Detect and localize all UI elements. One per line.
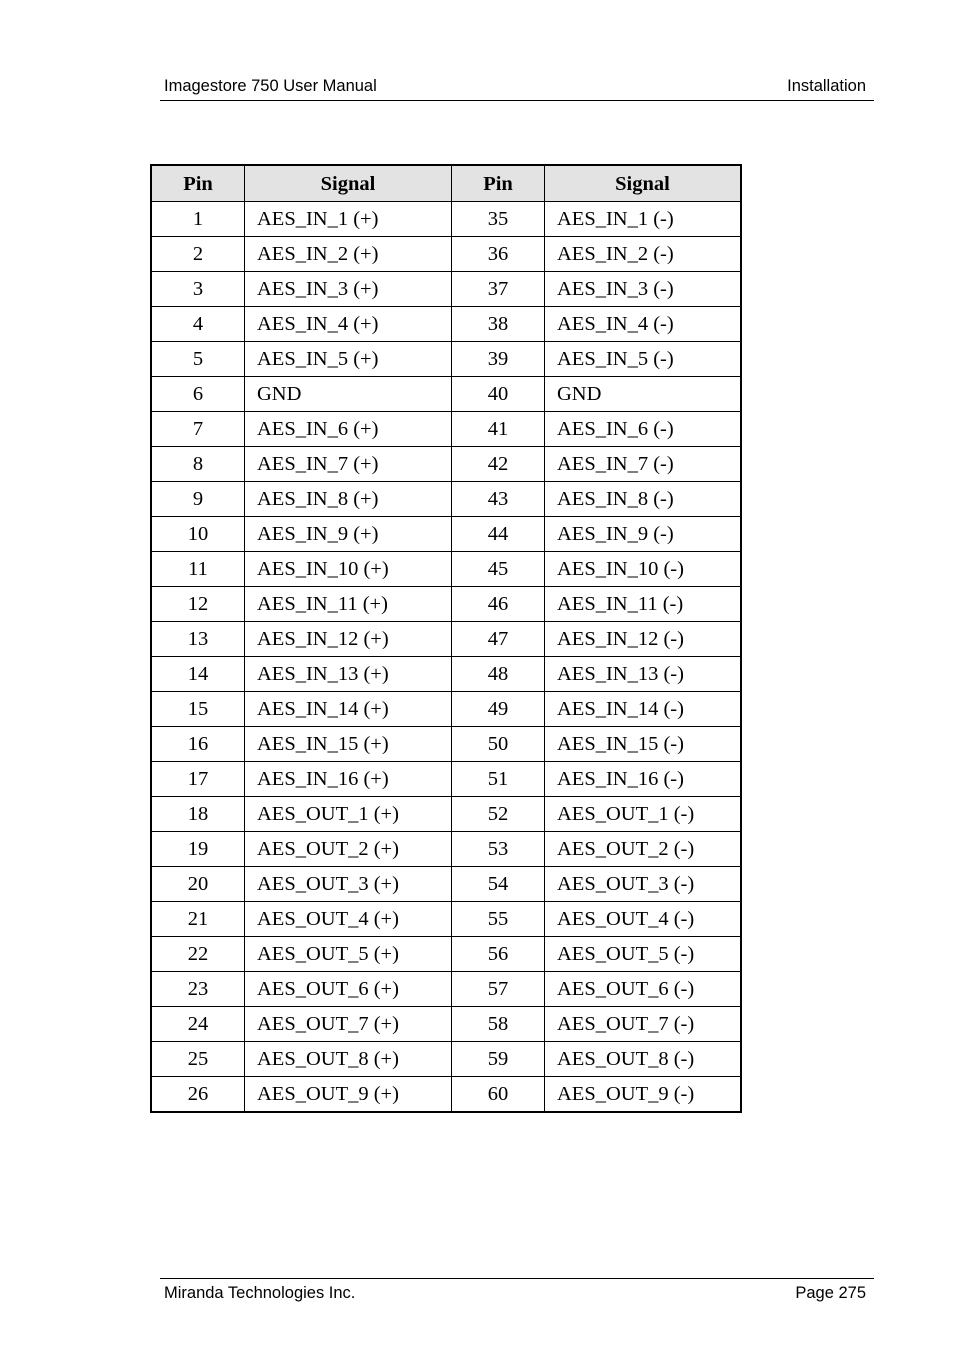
pin-number-cell: 8: [151, 447, 245, 482]
table-header-row: [151, 165, 741, 202]
signal-cell: AES_IN_15 (+): [245, 727, 452, 762]
table-row: [151, 902, 741, 937]
signal-cell: AES_IN_1 (+): [245, 202, 452, 237]
pin-number-cell: 5: [151, 342, 245, 377]
page-header: [160, 76, 874, 101]
pin-number-cell: 36: [452, 237, 545, 272]
pin-number-cell: 48: [452, 657, 545, 692]
page-footer: [160, 1278, 874, 1307]
pin-number-cell: 56: [452, 937, 545, 972]
signal-cell: AES_IN_9 (-): [545, 517, 742, 552]
signal-cell: AES_OUT_2 (+): [245, 832, 452, 867]
signal-cell: AES_IN_12 (+): [245, 622, 452, 657]
pin-number-cell: 49: [452, 692, 545, 727]
signal-cell: AES_IN_14 (+): [245, 692, 452, 727]
pin-number-cell: 25: [151, 1042, 245, 1077]
pin-number-cell: 26: [151, 1077, 245, 1113]
signal-cell: AES_OUT_6 (+): [245, 972, 452, 1007]
signal-cell: AES_IN_15 (-): [545, 727, 742, 762]
pin-number-cell: 35: [452, 202, 545, 237]
table-row: [151, 692, 741, 727]
pin-number-cell: 47: [452, 622, 545, 657]
pin-number-cell: 52: [452, 797, 545, 832]
column-header-pin: Pin: [151, 165, 245, 202]
table-row: [151, 342, 741, 377]
signal-cell: AES_OUT_3 (+): [245, 867, 452, 902]
pin-number-cell: 11: [151, 552, 245, 587]
pin-number-cell: 50: [452, 727, 545, 762]
table-row: [151, 1007, 741, 1042]
pin-number-cell: 13: [151, 622, 245, 657]
pin-number-cell: 23: [151, 972, 245, 1007]
pin-number-cell: 18: [151, 797, 245, 832]
signal-cell: AES_OUT_8 (+): [245, 1042, 452, 1077]
pin-number-cell: 43: [452, 482, 545, 517]
signal-cell: AES_IN_2 (-): [545, 237, 742, 272]
table-row: [151, 762, 741, 797]
footer-page-number: Page 275: [795, 1284, 866, 1302]
table-row: [151, 377, 741, 412]
signal-cell: AES_IN_13 (-): [545, 657, 742, 692]
table-row: [151, 447, 741, 482]
table-row: [151, 587, 741, 622]
signal-cell: AES_OUT_4 (-): [545, 902, 742, 937]
signal-cell: AES_OUT_2 (-): [545, 832, 742, 867]
column-header-pin: Pin: [452, 165, 545, 202]
pin-number-cell: 40: [452, 377, 545, 412]
signal-cell: AES_IN_6 (-): [545, 412, 742, 447]
signal-cell: AES_OUT_4 (+): [245, 902, 452, 937]
pin-number-cell: 44: [452, 517, 545, 552]
signal-cell: AES_IN_4 (-): [545, 307, 742, 342]
table-row: [151, 832, 741, 867]
pin-number-cell: 17: [151, 762, 245, 797]
table-row: [151, 202, 741, 237]
pin-number-cell: 42: [452, 447, 545, 482]
signal-cell: AES_OUT_5 (-): [545, 937, 742, 972]
pin-number-cell: 7: [151, 412, 245, 447]
table-row: [151, 237, 741, 272]
pin-number-cell: 14: [151, 657, 245, 692]
column-header-signal: Signal: [545, 165, 742, 202]
signal-cell: AES_OUT_3 (-): [545, 867, 742, 902]
signal-cell: AES_IN_10 (-): [545, 552, 742, 587]
signal-cell: AES_IN_16 (+): [245, 762, 452, 797]
table-row: [151, 307, 741, 342]
pin-number-cell: 22: [151, 937, 245, 972]
signal-cell: AES_OUT_8 (-): [545, 1042, 742, 1077]
table-body: [151, 202, 741, 1113]
pin-number-cell: 39: [452, 342, 545, 377]
signal-cell: AES_IN_7 (-): [545, 447, 742, 482]
pin-number-cell: 20: [151, 867, 245, 902]
table-row: [151, 797, 741, 832]
pin-number-cell: 37: [452, 272, 545, 307]
pin-number-cell: 21: [151, 902, 245, 937]
pin-number-cell: 1: [151, 202, 245, 237]
table-row: [151, 1042, 741, 1077]
table-row: [151, 482, 741, 517]
column-header-signal: Signal: [245, 165, 452, 202]
signal-cell: AES_IN_3 (-): [545, 272, 742, 307]
signal-cell: AES_IN_2 (+): [245, 237, 452, 272]
table-row: [151, 657, 741, 692]
pin-number-cell: 38: [452, 307, 545, 342]
signal-cell: AES_IN_14 (-): [545, 692, 742, 727]
signal-cell: AES_IN_4 (+): [245, 307, 452, 342]
signal-cell: AES_OUT_7 (+): [245, 1007, 452, 1042]
header-manual-title: Imagestore 750 User Manual: [164, 77, 377, 95]
pin-number-cell: 10: [151, 517, 245, 552]
signal-cell: AES_IN_3 (+): [245, 272, 452, 307]
pin-number-cell: 2: [151, 237, 245, 272]
table-row: [151, 412, 741, 447]
signal-cell: AES_IN_7 (+): [245, 447, 452, 482]
signal-cell: AES_IN_11 (+): [245, 587, 452, 622]
pin-number-cell: 16: [151, 727, 245, 762]
signal-cell: AES_IN_1 (-): [545, 202, 742, 237]
table-row: [151, 1077, 741, 1113]
pin-number-cell: 58: [452, 1007, 545, 1042]
pin-number-cell: 53: [452, 832, 545, 867]
signal-cell: AES_IN_11 (-): [545, 587, 742, 622]
signal-cell: AES_IN_5 (-): [545, 342, 742, 377]
table-row: [151, 972, 741, 1007]
table-row: [151, 552, 741, 587]
signal-cell: AES_IN_8 (+): [245, 482, 452, 517]
signal-cell: AES_OUT_6 (-): [545, 972, 742, 1007]
pin-number-cell: 51: [452, 762, 545, 797]
signal-cell: AES_OUT_1 (+): [245, 797, 452, 832]
pin-number-cell: 6: [151, 377, 245, 412]
signal-cell: AES_IN_8 (-): [545, 482, 742, 517]
table-row: [151, 937, 741, 972]
header-section-title: Installation: [787, 77, 866, 95]
pin-number-cell: 19: [151, 832, 245, 867]
pin-number-cell: 41: [452, 412, 545, 447]
pin-number-cell: 55: [452, 902, 545, 937]
pin-number-cell: 60: [452, 1077, 545, 1113]
pin-number-cell: 57: [452, 972, 545, 1007]
signal-cell: AES_OUT_5 (+): [245, 937, 452, 972]
pin-number-cell: 24: [151, 1007, 245, 1042]
signal-cell: AES_IN_9 (+): [245, 517, 452, 552]
pin-number-cell: 59: [452, 1042, 545, 1077]
pin-number-cell: 54: [452, 867, 545, 902]
signal-cell: AES_OUT_7 (-): [545, 1007, 742, 1042]
pin-number-cell: 46: [452, 587, 545, 622]
table-row: [151, 517, 741, 552]
signal-cell: AES_OUT_9 (-): [545, 1077, 742, 1113]
table-row: [151, 867, 741, 902]
signal-cell: AES_OUT_9 (+): [245, 1077, 452, 1113]
pin-number-cell: 15: [151, 692, 245, 727]
pin-signal-table: [150, 164, 742, 1113]
footer-company: Miranda Technologies Inc.: [164, 1284, 356, 1302]
pin-number-cell: 12: [151, 587, 245, 622]
signal-cell: GND: [545, 377, 742, 412]
table-row: [151, 622, 741, 657]
signal-cell: AES_IN_5 (+): [245, 342, 452, 377]
signal-cell: AES_IN_16 (-): [545, 762, 742, 797]
table-row: [151, 727, 741, 762]
pin-number-cell: 3: [151, 272, 245, 307]
table-row: [151, 272, 741, 307]
signal-cell: AES_OUT_1 (-): [545, 797, 742, 832]
signal-cell: AES_IN_12 (-): [545, 622, 742, 657]
pin-number-cell: 4: [151, 307, 245, 342]
pin-number-cell: 45: [452, 552, 545, 587]
signal-cell: AES_IN_13 (+): [245, 657, 452, 692]
signal-cell: AES_IN_6 (+): [245, 412, 452, 447]
pin-number-cell: 9: [151, 482, 245, 517]
signal-cell: GND: [245, 377, 452, 412]
signal-cell: AES_IN_10 (+): [245, 552, 452, 587]
